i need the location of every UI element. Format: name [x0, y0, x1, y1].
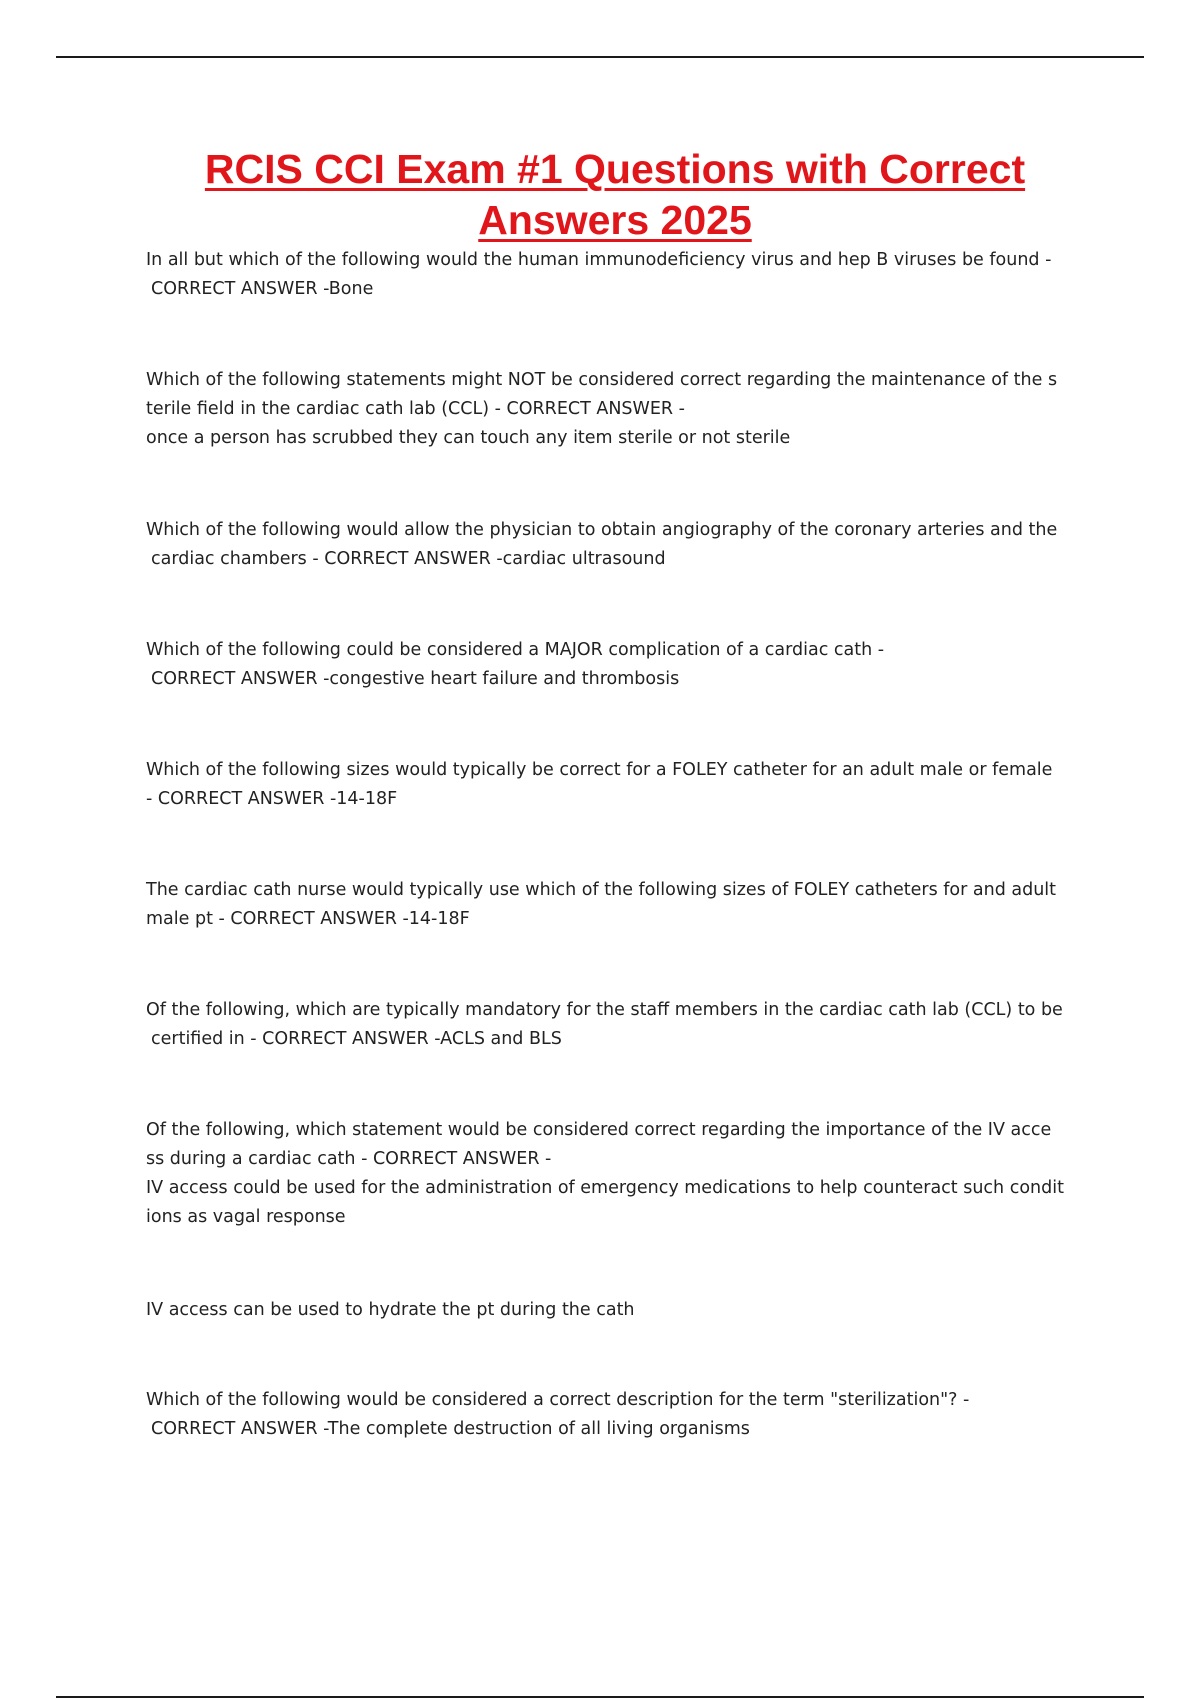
qa-line: IV access can be used to hydrate the pt during the cath [146, 1300, 635, 1320]
qa-item-8 [146, 1116, 1096, 1232]
qa-line: Which of the following would be considered a correct description for the term "sterilization"? - [146, 1390, 970, 1410]
qa-item-5 [146, 756, 1096, 814]
qa-line: The cardiac cath nurse would typically use which of the following sizes of FOLEY catheters for and adult [146, 880, 1057, 900]
qa-item-9 [146, 1296, 1096, 1325]
qa-item-10 [146, 1386, 1096, 1444]
qa-line: Of the following, which statement would be considered correct regarding the importance of the IV acce [146, 1120, 1052, 1140]
qa-line: Which of the following could be considered a MAJOR complication of a cardiac cath - [146, 640, 885, 660]
top-rule [56, 56, 1144, 58]
title-line-1: RCIS CCI Exam #1 Questions with Correct [204, 146, 1026, 192]
qa-item-4 [146, 636, 1096, 694]
qa-line: - CORRECT ANSWER -14-18F [146, 789, 398, 809]
qa-line: once a person has scrubbed they can touch any item sterile or not sterile [146, 428, 791, 448]
qa-line: certified in - CORRECT ANSWER -ACLS and BLS [151, 1029, 562, 1049]
qa-line: cardiac chambers - CORRECT ANSWER -cardiac ultrasound [151, 549, 666, 569]
qa-line: CORRECT ANSWER -congestive heart failure and thrombosis [151, 669, 680, 689]
qa-line: CORRECT ANSWER -Bone [151, 279, 374, 299]
qa-item-6 [146, 876, 1096, 934]
qa-line: Which of the following statements might NOT be considered correct regarding the maintenance of the s [146, 370, 1058, 390]
qa-item-2 [146, 366, 1096, 453]
document-title [130, 144, 1100, 246]
qa-line: Of the following, which are typically mandatory for the staff members in the cardiac cath lab (CCL) to be [146, 1000, 1063, 1020]
qa-item-3 [146, 516, 1096, 574]
qa-line: Which of the following sizes would typically be correct for a FOLEY catheter for an adult male or female [146, 760, 1053, 780]
qa-line: ss during a cardiac cath - CORRECT ANSWER - [146, 1149, 552, 1169]
qa-line: In all but which of the following would the human immunodeficiency virus and hep B viruses be found - [146, 250, 1052, 270]
qa-item-1 [146, 246, 1096, 304]
qa-line: male pt - CORRECT ANSWER -14-18F [146, 909, 470, 929]
qa-item-7 [146, 996, 1096, 1054]
title-line-2: Answers 2025 [478, 197, 752, 243]
qa-line: CORRECT ANSWER -The complete destruction of all living organisms [151, 1419, 750, 1439]
qa-line: terile field in the cardiac cath lab (CCL) - CORRECT ANSWER - [146, 399, 685, 419]
qa-line: IV access could be used for the administration of emergency medications to help counteract such condit [146, 1178, 1064, 1198]
qa-line: ions as vagal response [146, 1207, 346, 1227]
bottom-rule [56, 1696, 1144, 1698]
qa-line: Which of the following would allow the physician to obtain angiography of the coronary arteries and the [146, 520, 1058, 540]
